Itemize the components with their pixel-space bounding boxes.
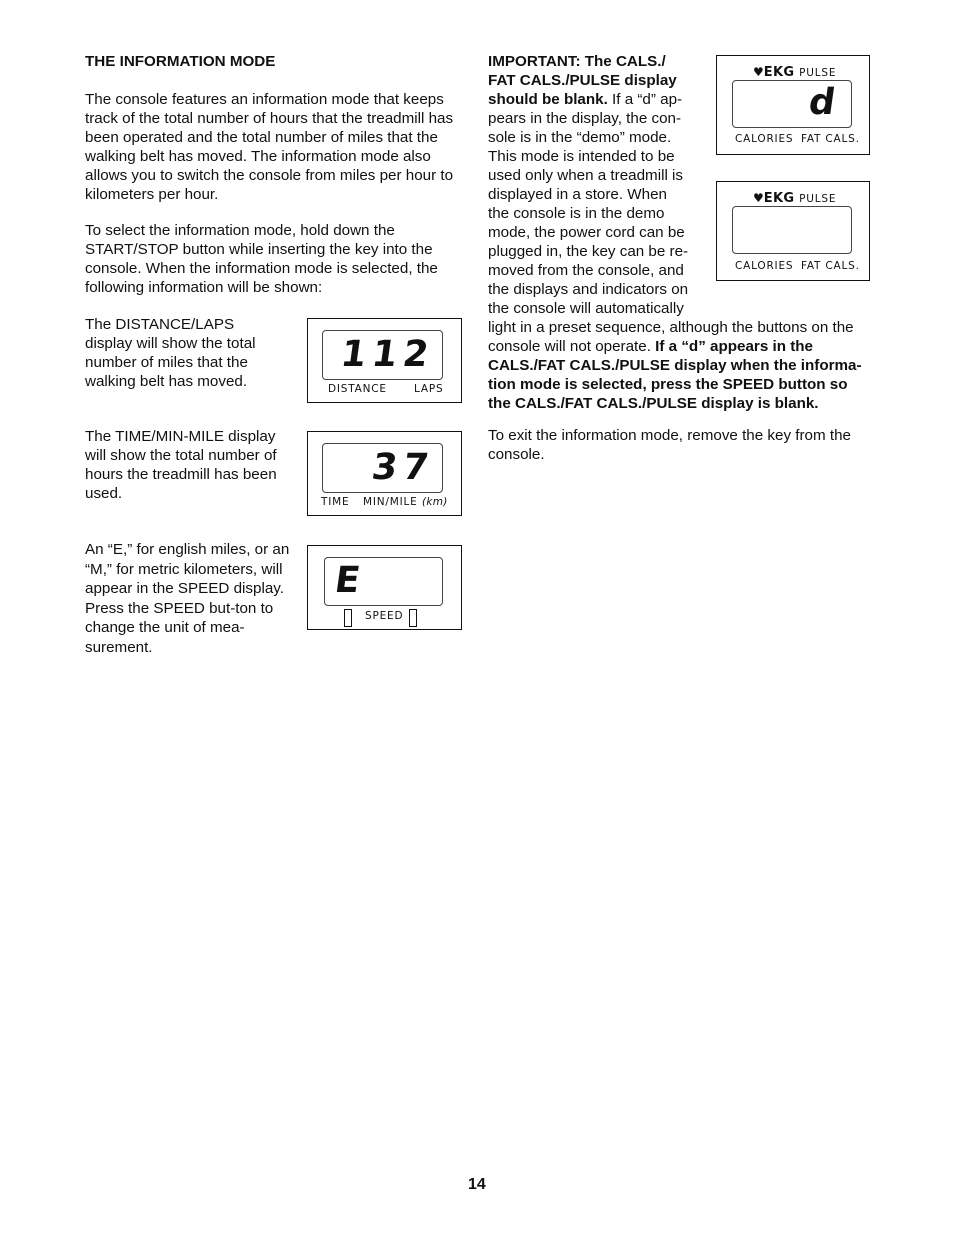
ekg-header bbox=[753, 190, 836, 206]
time-description: The TIME/MIN-MILE display will show the total number of hours the treadmill has been used. bbox=[85, 428, 277, 502]
page-number: 14 bbox=[468, 1176, 486, 1193]
exit-instructions: To exit the information mode, remove the key from the console. bbox=[488, 427, 851, 463]
distance-screen bbox=[322, 330, 443, 380]
pulse-label: PULSE bbox=[799, 67, 837, 79]
speed-description: An “E,” for english miles, or an “M,” for metric kilometers, will appear in the SPEED display. Press the SPEED but-ton to change the unit of mea-surement. bbox=[85, 541, 290, 656]
time-label: TIME bbox=[321, 496, 350, 508]
distance-laps-display bbox=[307, 318, 462, 403]
minmile-label: MIN/MILE bbox=[363, 496, 418, 508]
select-mode-paragraph: To select the information mode, hold down the START/STOP button while inserting the key into the console. When the information mode is selected, the following information will be shown: bbox=[85, 222, 438, 296]
fat-cals-label: FAT CALS. bbox=[801, 260, 860, 272]
cals-demo-display bbox=[716, 55, 870, 155]
important-heading-text: IMPORTANT: The CALS./ FAT CALS./PULSE display should be blank. bbox=[488, 53, 677, 108]
speed-label: SPEED bbox=[365, 610, 404, 622]
laps-label: LAPS bbox=[414, 383, 444, 395]
speed-value: E bbox=[332, 560, 369, 601]
speed-down-button-indicator bbox=[344, 609, 352, 627]
intro-paragraph: The console features an information mode that keeps track of the total number of hours that the treadmill has been operated and the total number of miles that the walking belt has moved. The information mode also allows you to switch the console from miles per hour to kilometers per hour. bbox=[85, 91, 454, 203]
calories-label: CALORIES bbox=[735, 260, 794, 272]
ekg-header bbox=[753, 64, 836, 80]
distance-description: The DISTANCE/LAPS display will show the total number of miles that the walking belt has moved. bbox=[85, 316, 256, 390]
km-unit-label: (km) bbox=[422, 496, 448, 508]
heart-icon: ♥ bbox=[753, 191, 764, 205]
calories-label: CALORIES bbox=[735, 133, 794, 145]
ekg-brand: EKG bbox=[763, 65, 795, 80]
time-screen bbox=[322, 443, 443, 493]
ekg-brand: EKG bbox=[763, 191, 795, 206]
cals-demo-value: d bbox=[806, 82, 844, 123]
speed-display bbox=[307, 545, 462, 630]
distance-value: 112 bbox=[338, 334, 437, 375]
speed-screen bbox=[324, 557, 443, 606]
time-minmile-display bbox=[307, 431, 462, 516]
heart-icon: ♥ bbox=[753, 65, 764, 79]
important-body-text: If a “d” ap-pears in the display, the con-sole is in the “demo” mode. This mode is intended to be used only when a treadmill is displayed in a store. When the console is in the demo mode, the power cord can be plugged in, the key can be re-moved from the console, and the displays and indicators on the console will automatically light in a preset sequence, although the buttons on the console will not operate. bbox=[488, 91, 854, 355]
speed-up-button-indicator bbox=[409, 609, 417, 627]
cals-blank-display bbox=[716, 181, 870, 281]
distance-label: DISTANCE bbox=[328, 383, 387, 395]
time-value: 37 bbox=[369, 447, 437, 488]
section-heading: THE INFORMATION MODE bbox=[85, 53, 276, 70]
cals-blank-screen bbox=[732, 206, 852, 254]
important-instruction-text: If a “d” appears in the CALS./FAT CALS./PULSE display when the informa-tion mode is selected, press the SPEED button so the CALS./FAT CALS./PULSE display is blank. bbox=[488, 338, 862, 412]
fat-cals-label: FAT CALS. bbox=[801, 133, 860, 145]
cals-demo-screen bbox=[732, 80, 852, 128]
pulse-label: PULSE bbox=[799, 193, 837, 205]
